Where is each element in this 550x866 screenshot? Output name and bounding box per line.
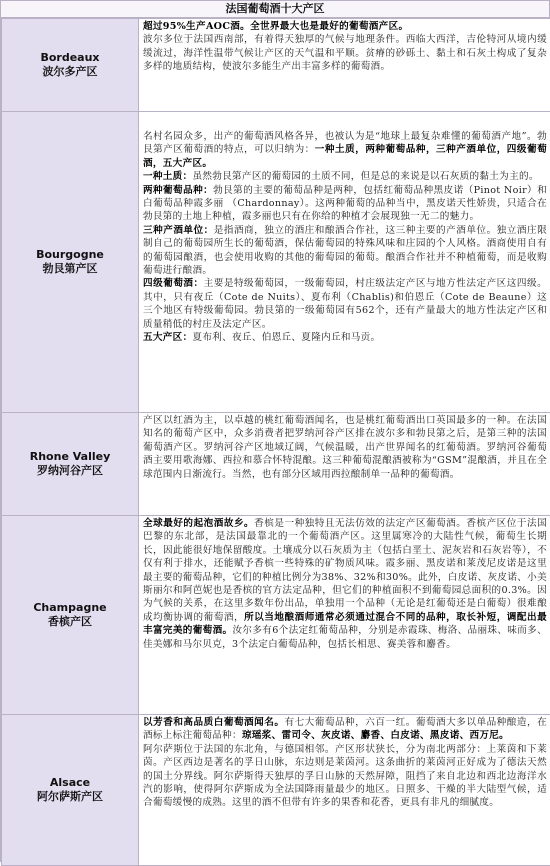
grade-text: 主要是特级葡萄园，一级葡萄园，村庄级法定产区与地方性法定产区这四级。其中，只有夜丘（Cote de Nuits）、夏布利（Chablis)和伯恩丘（Cote de Beaune）这三个地区有特级葡萄园。勃艮第的一级葡萄园有562个，还有产量最大的地方性法定产区和质量稍低的村庄及法定产区。 [143,278,547,329]
region-lead-text: 有七大葡萄品种，六百一红。葡萄酒大多以单品种酿造，在酒标上标注葡萄品种： [143,717,547,741]
region-lead: 超过95%生产AOC酒。全世界最大也是最好的葡萄酒产区。 [143,21,408,32]
region-row-bourgogne [2,112,550,413]
region-name-zh: 勃艮第产区 [2,262,138,276]
region-description-cell [139,715,550,866]
region-label-cell [2,715,139,866]
region-summary: 两种葡萄品种，三种产酒单位，四级葡萄酒，五大产区。 [143,144,547,168]
region-description-cell [139,413,550,516]
region-description-cell [139,19,550,112]
region-name-zh: 罗纳河谷产区 [2,464,138,478]
region-name-zh: 香槟产区 [2,615,138,629]
region-row-alsace [2,715,550,866]
region-name-en: Alsace [2,776,138,790]
region-label-cell [2,413,139,516]
region-body-bold: 所以当地酿酒师通常必须通过混合不同的品种，取长补短，调配出最丰富完美的葡萄酒。 [143,612,547,636]
page-title: 法国葡萄酒十大产区 [1,1,549,18]
region-description [139,516,550,652]
region-name-en: Bourgogne [2,248,138,262]
region-body: 波尔多位于法国西南部，有着得天独厚的气候与地理条件。西临大西洋，吉伦特河从境内缓缓流过，海洋性温带气候让产区的天气温和平顺。贫瘠的砂砾土、黏土和石灰土构成了复杂多样的地质结构，使波尔多能生产出丰富多样的葡萄酒。 [143,34,547,72]
unit-text: 是指酒商，独立的酒庄和酿酒合作社，这三种主要的产酒单位。独立酒庄限制自己的葡萄园所生长的葡萄酒，保估葡萄园的特殊风味和庄园的个人风格。酒商使用自有的葡萄园酿酒，也会使用收购的其他的葡萄园的葡萄。酿酒合作社并不种植葡萄，而是收购葡萄进行酿酒。 [143,225,547,276]
region-name-en: Bordeaux [2,51,138,65]
region-description [139,19,550,75]
soil-text: 虽然勃艮第产区的葡萄园的土质不同，但是总的来说是以石灰质的黏土为主的。 [192,171,538,182]
region-description [139,413,550,482]
grape-label: 两种葡萄品种： [143,185,213,196]
region-body-part-1: 香槟是一种独特且无法仿效的法定产区葡萄酒。香槟产区位于法国巴黎的东北部，是法国最靠北的一个葡萄酒产区。这里属寒冷的大陆性气候，葡萄生长期长，因此能很好地保留酸度。土壤成分以石灰质为主（包括白垩土、泥灰岩和石灰岩等），不仅有利于排水，还能赋予香槟一些特殊的矿物质风味。霞多丽、黑皮诺和莱茂尼皮诺是这里最主要的葡萄品种，它们的种植比例分为38%、32%和30%。此外，白皮诺、灰皮诺、小美斯丽尔和阿芭妮也是香槟的官方法定品种，但它们的种植面积不到葡萄园总面积的0.3%。因为气候的关系，在这里多数年份出品，单独用一个品种（无论是红葡萄还是白葡萄）很难酿成均衡协调的葡萄酒， [143,518,547,623]
area-text: 夏布利、夜丘、伯恩丘、夏隆内丘和马贡。 [192,332,380,343]
region-label-cell [2,112,139,413]
regions-table [1,18,550,866]
region-intro-bold: 一种土质， [315,144,366,155]
region-name-en: Champagne [2,601,138,615]
region-body: 阿尔萨斯位于法国的东北角，与德国相邻。产区形状狭长，分为南北两部分：上莱茵和下莱茵。产区西边是著名的孚日山脉，东边则是莱茵河。这条曲折的莱茵河正好成为了德法天然的国土分界线。阿尔萨斯得天独厚的孚日山脉的天然屏障，阻挡了来自北边和西北边海洋水汽的影响，使得阿尔萨斯成为全法国降雨量最少的地区。日照多、干燥的半大陆型气候，适合葡萄缓慢的成熟。这里的酒不但带有许多的果香和花香，更具有非凡的细腻度。 [143,744,547,809]
region-row-bordeaux [2,19,550,112]
soil-label: 一种土质： [143,171,192,182]
region-description-cell [139,516,550,715]
region-varieties: 琼瑶浆、雷司令、灰皮诺、麝香、白皮诺、黑皮诺、西万尼。 [242,730,509,741]
region-name-en: Rhone Valley [2,450,138,464]
region-row-champagne [2,516,550,715]
region-description [139,112,550,346]
grade-label: 四级葡萄酒： [143,278,204,289]
grape-text: 勃艮第的主要的葡萄品种是两种，包括红葡萄品种黑皮诺（Pinot Noir）和白葡萄品种霞多丽 （Chardonnay）。这两种葡萄的品种当中，黑皮诺天性娇贵，只适合在勃艮第的土地上种植，霞多丽也只有在你给的种植才会展现独一无二的魅力。 [143,185,547,223]
region-label-cell [2,19,139,112]
region-body-part-2: 汝尔多有6个法定红葡萄品种，分别是赤霞珠、梅洛、品丽珠、味而多、佳美娜和马尔贝克，3个法定白葡萄品种，包括长相思、赛美蓉和麝香。 [143,625,547,649]
region-lead: 以芳香和高品质白葡萄酒闻名。 [143,717,284,728]
unit-label: 三种产酒单位： [143,225,214,236]
region-row-rhone-valley [2,413,550,516]
region-description [139,715,550,811]
area-label: 五大产区： [143,332,192,343]
region-name-zh: 波尔多产区 [2,65,138,79]
region-body: 产区以红酒为主，以卓越的桃红葡萄酒闻名，也是桃红葡萄酒出口英国最多的一种。在法国知名的葡萄产区中，众多消费者把罗纳河谷产区排在波尔多和勃艮第之后，是第三种的法国葡萄酒产区。罗纳河谷产区地域辽阔，气候温暖，出产世界闻名的红葡萄酒。罗纳河谷葡萄酒主要用歌海娜、西拉和慕合怀特混酿。这三种葡萄混酿酒被称为“GSM”混酿酒，并且在全球范围内日渐流行。当然，也有部分区域用西拉酿制单一品种的葡萄酒。 [143,415,547,480]
region-intro: 名村名园众多，出产的葡萄酒风格各异，也被认为是“地球上最复杂难懂的葡萄酒产地”。勃艮第产区葡萄酒的特点，可以归纳为： [143,131,547,155]
region-description-cell [139,112,550,413]
region-lead: 全球最好的起泡酒故乡。 [143,518,254,529]
region-name-zh: 阿尔萨斯产区 [2,790,138,804]
region-label-cell [2,516,139,715]
